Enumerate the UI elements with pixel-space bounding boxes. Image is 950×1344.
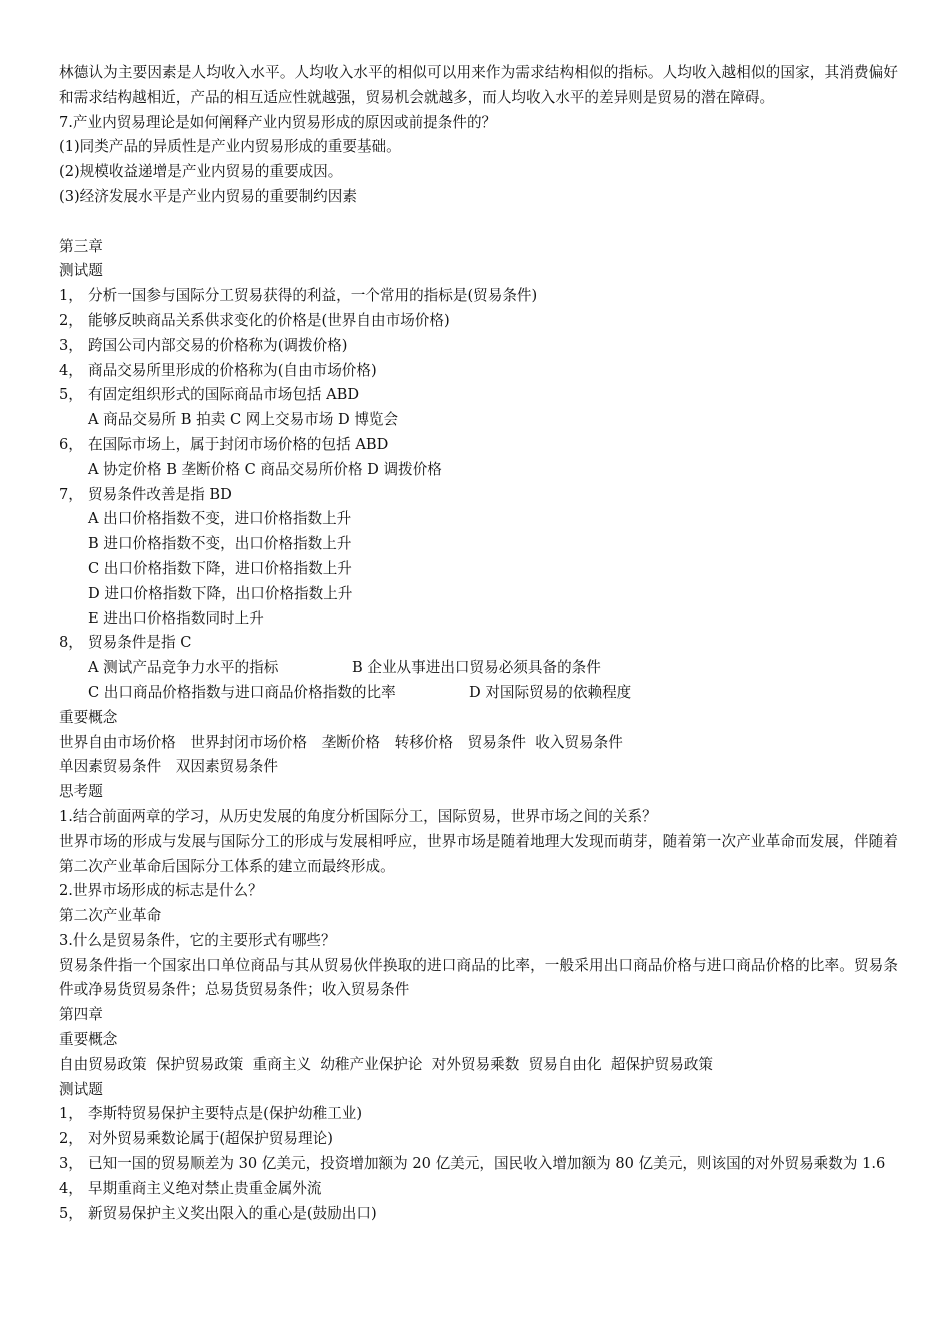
question-number: 3，	[59, 336, 83, 354]
ch3-question-6	[59, 433, 898, 458]
question-text: 跨国公司内部交易的价格称为(调拨价格)	[88, 336, 348, 354]
blank-line	[59, 210, 898, 235]
ch3-thinking-q1: 1.结合前面两章的学习，从历史发展的角度分析国际分工，国际贸易，世界市场之间的关系？	[59, 807, 657, 825]
question-text: 贸易条件改善是指 BD	[88, 485, 232, 503]
ch3-q7-option-b: B 进口价格指数不变，出口价格指数上升	[88, 535, 352, 553]
chapter3-test-heading: 测试题	[59, 262, 103, 280]
question-number: 7，	[59, 485, 83, 503]
ch3-concepts-heading: 重要概念	[59, 708, 118, 726]
ch3-question-3	[59, 334, 898, 359]
ch3-question-1	[59, 284, 898, 309]
question-text: 对外贸易乘数论属于(超保护贸易理论)	[88, 1130, 333, 1148]
ch4-question-1	[59, 1102, 898, 1127]
question-number: 4，	[59, 361, 83, 379]
ch4-question-4	[59, 1177, 898, 1202]
question-text: 贸易条件是指 C	[88, 634, 192, 652]
question-number: 5，	[59, 386, 83, 404]
ch3-q8-option-b: B 企业从事进出口贸易必须具备的条件	[352, 659, 601, 677]
ch4-question-3	[59, 1152, 898, 1177]
question-number: 3，	[59, 1155, 83, 1173]
question-text: 在国际市场上，属于封闭市场价格的包括 ABD	[88, 435, 389, 453]
q7-answer-3: (3)经济发展水平是产业内贸易的重要制约因素	[59, 187, 357, 205]
question-number: 8，	[59, 634, 83, 652]
question-text: 早期重商主义绝对禁止贵重金属外流	[88, 1179, 322, 1197]
chapter4-title: 第四章	[59, 1006, 103, 1024]
question-number: 5，	[59, 1204, 83, 1222]
ch3-q6-options: A 协定价格 B 垄断价格 C 商品交易所价格 D 调拨价格	[88, 460, 442, 478]
ch3-q5-options: A 商品交易所 B 拍卖 C 网上交易市场 D 博览会	[88, 411, 399, 429]
ch3-question-7	[59, 483, 898, 508]
ch3-thinking-q3: 3.什么是贸易条件，它的主要形式有哪些？	[59, 931, 336, 949]
ch3-q8-options-row-2	[59, 681, 898, 706]
ch4-question-5	[59, 1202, 898, 1227]
ch3-thinking-heading: 思考题	[59, 783, 103, 801]
q7-question: 7.产业内贸易理论是如何阐释产业内贸易形成的原因或前提条件的？	[59, 113, 497, 131]
question-text: 李斯特贸易保护主要特点是(保护幼稚工业)	[88, 1105, 363, 1123]
question-number: 6，	[59, 435, 83, 453]
ch3-thinking-a1: 世界市场的形成与发展与国际分工的形成与发展相呼应，世界市场是随着地理大发现而萌芽，随着第一次产业革命而发展，伴随着第二次产业革命后国际分工体系的建立而最终形成。	[59, 832, 898, 875]
question-text: 商品交易所里形成的价格称为(自由市场价格)	[88, 361, 377, 379]
q7-answer-2: (2)规模收益递增是产业内贸易的重要成因。	[59, 163, 343, 181]
ch3-thinking-a2: 第二次产业革命	[59, 907, 162, 925]
question-number: 1，	[59, 287, 83, 305]
ch3-q7-option-d: D 进口价格指数下降，出口价格指数上升	[88, 584, 353, 602]
ch4-concepts-heading: 重要概念	[59, 1031, 118, 1049]
ch3-q8-option-a: A 测试产品竞争力水平的指标	[88, 659, 279, 677]
ch3-question-5	[59, 383, 898, 408]
question-text: 能够反映商品关系供求变化的价格是(世界自由市场价格)	[88, 311, 450, 329]
question-number: 4，	[59, 1179, 83, 1197]
question-text: 新贸易保护主义奖出限入的重心是(鼓励出口)	[88, 1204, 377, 1222]
intro-paragraph: 林德认为主要因素是人均收入水平。人均收入水平的相似可以用来作为需求结构相似的指标。人均收入越相似的国家，其消费偏好和需求结构越相近，产品的相互适应性就越强，贸易机会就越多，而人均收入水平的差异则是贸易的潜在障碍。	[59, 64, 898, 106]
ch3-concepts-line-2: 单因素贸易条件 双因素贸易条件	[59, 758, 278, 776]
question-text: 分析一国参与国际分工贸易获得的利益，一个常用的指标是(贸易条件)	[88, 287, 538, 305]
ch3-thinking-q2: 2.世界市场形成的标志是什么？	[59, 882, 263, 900]
question-number: 2，	[59, 1130, 83, 1148]
ch3-question-8	[59, 631, 898, 656]
ch4-concepts-line: 自由贸易政策 保护贸易政策 重商主义 幼稚产业保护论 对外贸易乘数 贸易自由化 超保护贸易政策	[59, 1055, 714, 1073]
ch3-q8-option-c: C 出口商品价格指数与进口商品价格指数的比率	[88, 683, 396, 701]
question-text: 已知一国的贸易顺差为 30 亿美元，投资增加额为 20 亿美元，国民收入增加额为 80 亿美元，则该国的对外贸易乘数为 1.6	[88, 1155, 886, 1173]
ch3-q7-option-c: C 出口价格指数下降，进口价格指数上升	[88, 559, 352, 577]
ch3-thinking-a3: 贸易条件指一个国家出口单位商品与其从贸易伙伴换取的进口商品的比率，一般采用出口商品价格与进口商品价格的比率。贸易条件或净易货贸易条件；总易货贸易条件；收入贸易条件	[59, 956, 898, 999]
ch4-test-heading: 测试题	[59, 1080, 103, 1098]
ch3-q8-options-row-1	[59, 656, 898, 681]
chapter3-title: 第三章	[59, 237, 103, 255]
q7-answer-1: (1)同类产品的异质性是产业内贸易形成的重要基础。	[59, 138, 401, 156]
question-text: 有固定组织形式的国际商品市场包括 ABD	[88, 386, 360, 404]
ch3-concepts-line-1: 世界自由市场价格 世界封闭市场价格 垄断价格 转移价格 贸易条件 收入贸易条件	[59, 733, 623, 751]
ch3-q7-option-a: A 出口价格指数不变，进口价格指数上升	[88, 510, 352, 528]
ch4-question-2	[59, 1127, 898, 1152]
ch3-q8-option-d: D 对国际贸易的依赖程度	[469, 683, 632, 701]
ch3-q7-option-e: E 进出口价格指数同时上升	[88, 609, 264, 627]
ch3-question-4	[59, 359, 898, 384]
question-number: 1，	[59, 1105, 83, 1123]
question-number: 2，	[59, 311, 83, 329]
ch3-question-2	[59, 309, 898, 334]
